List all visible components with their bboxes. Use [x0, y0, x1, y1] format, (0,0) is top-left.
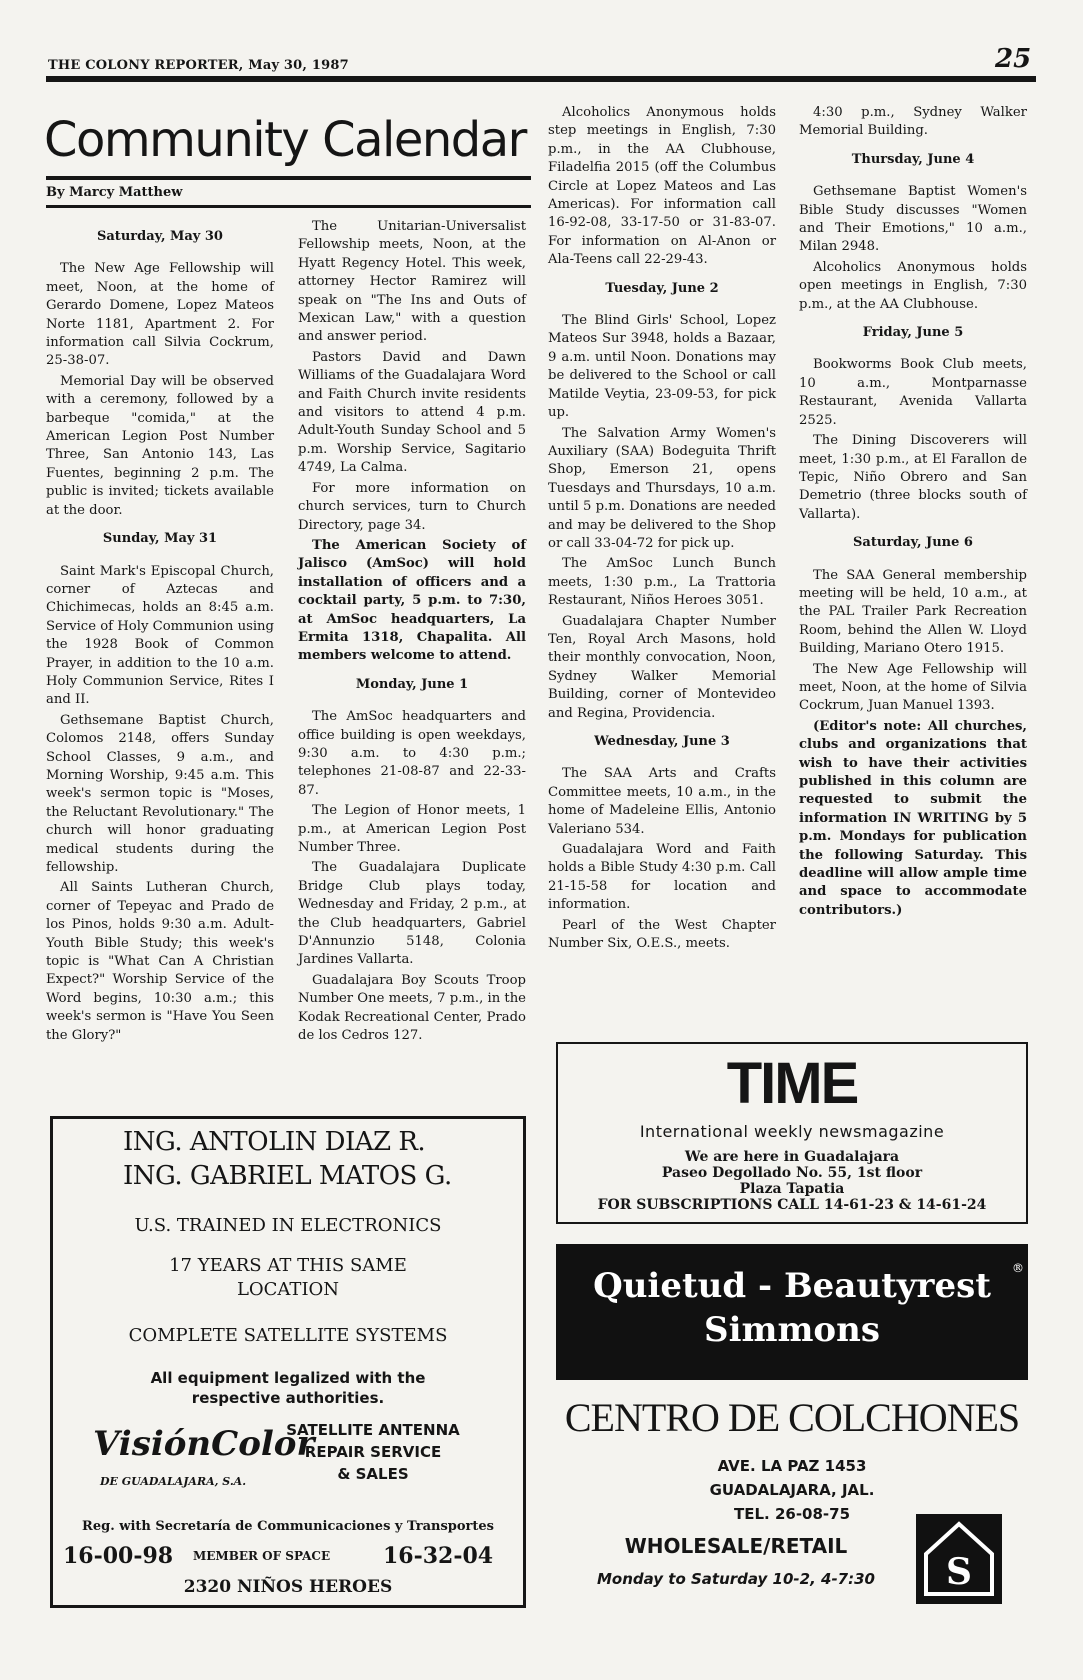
- listing: Alcoholics Anonymous holds open meetings in English, 7:30 p.m., at the AA Clubhouse.: [799, 259, 1027, 312]
- column-2: [298, 218, 526, 1047]
- time-address: [558, 1149, 1026, 1213]
- editors-note: (Editor's note: All churches, clubs and organizations that wish to have their activities published in this column are requested to submit the information IN WRITING by 5 p.m. Mondays for publication the following Saturday. This deadline will allow ample time and space to accommodate contributors.): [799, 718, 1027, 918]
- listing: The Salvation Army Women's Auxiliary (SAA) Bodeguita Thrift Shop, Emerson 21, opens Tuesdays and Thursdays, 10 a.m. until 5 p.m. Donations are needed and may be delivered to the Shop or call 33-04-72 for pick up.: [548, 425, 776, 551]
- service-tag: [283, 1419, 463, 1485]
- listing: Pastors David and Dawn Williams of the Guadalajara Word and Faith Church invite residents and visitors to attend 4 p.m. Adult-Youth Sunday School and 5 p.m. Worship Service, Sagitario 4749, La Calma.: [298, 349, 526, 476]
- calendar-title: Community Calendar: [44, 112, 526, 168]
- byline-rule: [46, 205, 531, 208]
- time-logo: TIME: [726, 1051, 858, 1116]
- name-antolin: ING. ANTOLIN DIAZ R.: [123, 1127, 426, 1157]
- ad-line: LOCATION: [236, 1279, 340, 1300]
- simmons-line: AVE. LA PAZ 1453: [717, 1457, 867, 1475]
- time-subtitle: International weekly newsmagazine: [639, 1122, 945, 1141]
- listing: Bookworms Book Club meets, 10 a.m., Montparnasse Restaurant, Avenida Vallarta 2525.: [799, 357, 1027, 428]
- listing: Guadalajara Boy Scouts Troop Number One meets, 7 p.m., in the Kodak Recreational Center, Prado de los Cedros 127.: [298, 972, 526, 1044]
- listing: The Blind Girls' School, Lopez Mateos Sur 3948, holds a Bazaar, 9 a.m. until Noon. Donations may be delivered to the School or call Matilde Veytia, 23-09-53, for pick up.: [548, 313, 776, 421]
- listing: Gethsemane Baptist Church, Colomos 2148, offers Sunday School Classes, 9 a.m., and Morning Worship, 9:45 a.m. This week's sermon topic is "Moses, the Reluctant Revolutionary." The church will honor graduating medical students during the fellowship.: [46, 712, 274, 875]
- ad-line: All equipment legalized with the: [150, 1369, 426, 1387]
- store-hours: Monday to Saturday 10-2, 4-7:30: [596, 1570, 875, 1588]
- listing: The Unitarian-Universalist Fellowship meets, Noon, at the Hyatt Regency Hotel. This week, attorney Hector Ramirez will speak on "The Ins and Outs of Mexican Law," with a question and answer period.: [298, 219, 526, 345]
- banner-line: Simmons: [704, 1310, 880, 1350]
- ad-names: [83, 1125, 543, 1193]
- heading-saturday-may-30: Saturday, May 30: [97, 229, 223, 244]
- listing: The Dining Discoverers will meet, 1:30 p.m., at El Farallon de Tepic, Niño Obrero and San Demetrio (three blocks south of Vallarta).: [799, 433, 1027, 522]
- simmons-line: TEL. 26-08-75: [733, 1505, 851, 1523]
- listing: The SAA Arts and Crafts Committee meets, 10 a.m., in the home of Madeleine Ellis, Antonio Valeriano 534.: [548, 766, 776, 837]
- time-line: Paseo Degollado No. 55, 1st floor: [661, 1165, 923, 1181]
- registered-mark: ®: [1012, 1261, 1024, 1275]
- masthead: THE COLONY REPORTER, May 30, 1987: [48, 58, 349, 73]
- listing: Guadalajara Chapter Number Ten, Royal Arch Masons, hold their monthly convocation, Noon, Sydney Walker Memorial Building, corner of Montevideo and Regina, Providencia.: [548, 613, 776, 721]
- time-line: Plaza Tapatia: [739, 1181, 845, 1197]
- ad-address: 2320 NIÑOS HEROES: [183, 1577, 393, 1597]
- time-line: FOR SUBSCRIPTIONS CALL 14-61-23 & 14-61-24: [597, 1197, 987, 1213]
- ad-line: 17 YEARS AT THIS SAME: [169, 1255, 407, 1276]
- visioncolor-logo: [93, 1414, 315, 1514]
- wholesale-retail: WHOLESALE/RETAIL: [624, 1534, 848, 1558]
- listing: 4:30 p.m., Sydney Walker Memorial Building.: [799, 105, 1027, 139]
- banner-line: Quietud - Beautyrest: [593, 1266, 991, 1306]
- ad-line: U.S. TRAINED IN ELECTRONICS: [134, 1215, 442, 1236]
- simmons-banner: [556, 1244, 1028, 1380]
- top-rule: [46, 76, 1036, 82]
- listing: The Guadalajara Duplicate Bridge Club plays today, Wednesday and Friday, 2 p.m., at the Club headquarters, Gabriel D'Annunzio 5148, Colonia Jardines Vallarta.: [298, 860, 526, 968]
- time-line: We are here in Guadalajara: [684, 1149, 900, 1165]
- title-rule: [46, 176, 531, 180]
- listing: The AmSoc headquarters and office building is open weekdays, 9:30 a.m. to 4:30 p.m.; telephones 21-08-87 and 22-33-87.: [298, 709, 526, 798]
- simmons-logo-icon: [916, 1514, 1002, 1604]
- listing: The AmSoc Lunch Bunch meets, 1:30 p.m., La Trattoria Restaurant, Niños Heroes 3051.: [548, 556, 776, 609]
- brand-name: VisiónColor: [93, 1424, 315, 1464]
- logo-letter: S: [946, 1551, 972, 1593]
- listing: Alcoholics Anonymous holds step meetings in English, 7:30 p.m., in the AA Clubhouse, Filadelfia 2015 (off the Columbus Circle at Lopez Mateos and Las Americas). For information call 16-92-08, 33-17-50 or 31-83-07. For information on Al-Anon or Ala-Teens call 22-29-43.: [548, 105, 776, 268]
- byline: By Marcy Matthew: [46, 185, 183, 200]
- name-gabriel: ING. GABRIEL MATOS G.: [123, 1161, 452, 1191]
- listing: The Legion of Honor meets, 1 p.m., at American Legion Post Number Three.: [298, 803, 526, 855]
- registration-line: Reg. with Secretaría de Communicaciones y Transportes: [82, 1519, 494, 1534]
- simmons-line: GUADALAJARA, JAL.: [709, 1481, 875, 1499]
- column-4: [799, 104, 1027, 922]
- listing: The New Age Fellowship will meet, Noon, at the home of Silvia Cockrum, Juan Manuel 1393.: [799, 661, 1027, 714]
- page-number: 25: [995, 44, 1032, 74]
- listing: The SAA General membership meeting will be held, 10 a.m., at the PAL Trailer Park Recreation Room, behind the Allen W. Lloyd Building, Mariano Otero 1915.: [799, 567, 1027, 657]
- listing: Saint Mark's Episcopal Church, corner of Aztecas and Chichimecas, holds an 8:45 a.m. Service of Holy Communion using the 1928 Book of Common Prayer, in addition to the 10 a.m. Holy Communion Service, Rites I and II.: [46, 563, 274, 708]
- listing: Pearl of the West Chapter Number Six, O.E.S., meets.: [548, 917, 776, 952]
- listing: All Saints Lutheran Church, corner of Tepeyac and Prado de los Pinos, holds 9:30 a.m. Adult-Youth Bible Study; this week's topic is "What Can A Christian Expect?" Worship Service of the Word begins, 10:30 a.m.; this week's sermon is "Have You Seen the Glory?": [46, 880, 274, 1043]
- column-3: [548, 104, 776, 955]
- phone-1: 16-00-98: [63, 1543, 174, 1569]
- ad-line: respective authorities.: [191, 1389, 385, 1407]
- column-1: [46, 218, 274, 1047]
- heading-monday-june-1: Monday, June 1: [355, 676, 469, 692]
- listing: The New Age Fellowship will meet, Noon, at the home of Gerardo Domene, Lopez Mateos Norte 1181, Apartment 2. For information call Silvia Cockrum, 25-38-07.: [46, 261, 274, 369]
- time-ad: [556, 1042, 1028, 1224]
- ad-line: COMPLETE SATELLITE SYSTEMS: [128, 1325, 448, 1346]
- heading-sunday-may-31: Sunday, May 31: [102, 531, 218, 547]
- heading-friday-june-5: Friday, June 5: [862, 325, 964, 341]
- electronics-ad: [50, 1116, 526, 1608]
- heading-thursday-june-4: Thursday, June 4: [851, 151, 975, 167]
- heading-tuesday-june-2: Tuesday, June 2: [605, 280, 719, 296]
- heading-saturday-june-6: Saturday, June 6: [853, 535, 973, 551]
- centro-title: CENTRO DE COLCHONES: [564, 1395, 1020, 1440]
- heading-wednesday-june-3: Wednesday, June 3: [594, 734, 730, 749]
- member-line: MEMBER OF SPACE: [193, 1549, 331, 1563]
- listing: For more information on church services, turn to Church Directory, page 34.: [298, 480, 526, 533]
- listing: Memorial Day will be observed with a ceremony, followed by a barbeque "comida," at the American Legion Post Number Three, San Antonio 143, Las Fuentes, beginning 2 p.m. The public is invited; tickets available at the door.: [46, 373, 274, 518]
- tag-line: REPAIR SERVICE: [304, 1443, 442, 1461]
- listing: Guadalajara Word and Faith holds a Bible Study 4:30 p.m. Call 21-15-58 for location and information.: [548, 842, 776, 913]
- simmons-ad: [556, 1244, 1028, 1680]
- brand-sub: DE GUADALAJARA, S.A.: [99, 1475, 247, 1488]
- tag-line: & SALES: [337, 1465, 409, 1483]
- listing: Gethsemane Baptist Women's Bible Study discusses "Women and Their Emotions," 10 a.m., Milan 2948.: [799, 184, 1027, 255]
- tag-line: SATELLITE ANTENNA: [286, 1421, 460, 1439]
- listing: The American Society of Jalisco (AmSoc) will hold installation of officers and a cocktail party, 5 p.m. to 7:30, at AmSoc headquarters, La Ermita 1318, Chapalita. All members welcome to attend.: [298, 537, 526, 664]
- phone-2: 16-32-04: [383, 1543, 494, 1569]
